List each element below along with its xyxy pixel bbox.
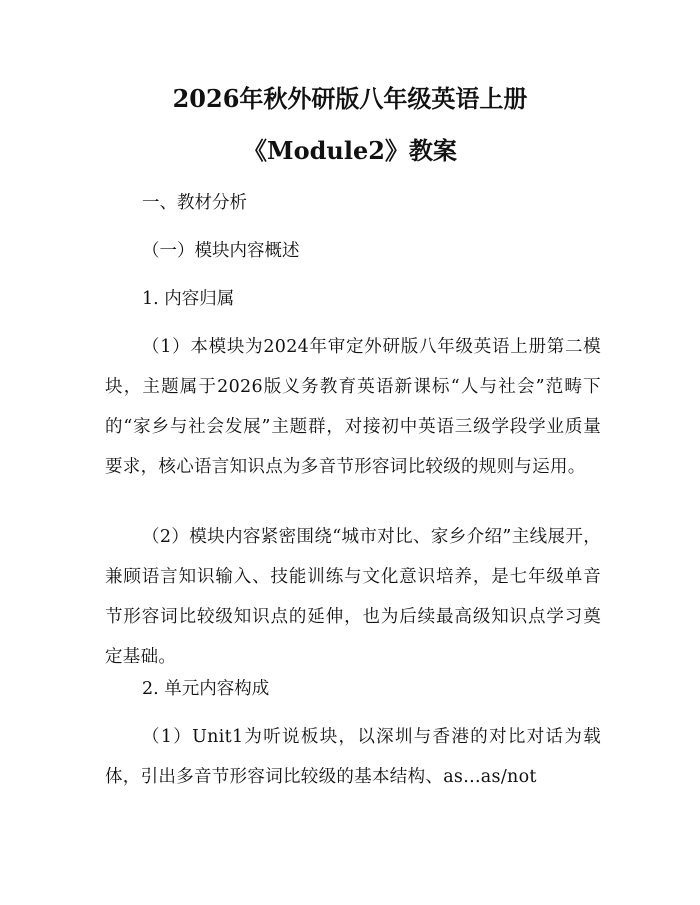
document-title-line-1: 2026年秋外研版八年级英语上册 [172,84,528,113]
section-heading-textbook-analysis: 一、教材分析 [142,193,247,213]
item-heading-unit-composition: 2. 单元内容构成 [142,679,270,699]
subsection-heading-module-overview: （一）模块内容概述 [142,241,300,261]
paragraph-module-content: （2）模块内容紧密围绕“城市对比、家乡介绍”主线展开，兼顾语言知识输入、技能训练与文化意识培养，是七年级单音节形容词比较级知识点的延伸，也为后续最高级知识点学习奠定基础。 [105,527,601,667]
paragraph-unit1-description: （1）Unit1为听说板块，以深圳与香港的对比对话为载体，引出多音节形容词比较级的基本结构、as...as/not [105,727,601,787]
paragraph-module-positioning: （1）本模块为2024年审定外研版八年级英语上册第二模块，主题属于2026版义务教育英语新课标“人与社会”范畴下的“家乡与社会发展”主题群，对接初中英语三级学段学业质量要求，核心语言知识点为多音节形容词比较级的规则与运用。 [105,337,601,477]
item-heading-content-attribution: 1. 内容归属 [142,289,235,309]
document-title-line-2: 《Module2》教案 [243,136,457,165]
